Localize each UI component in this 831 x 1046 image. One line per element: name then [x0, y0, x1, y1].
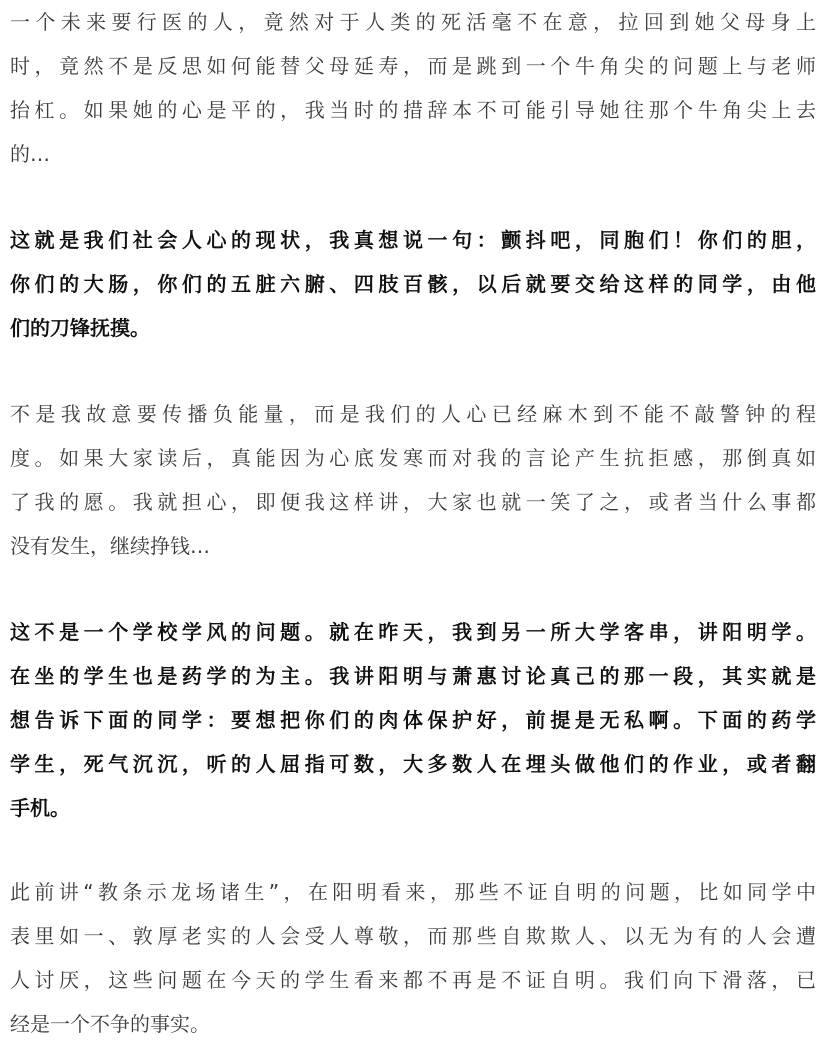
paragraph-gap — [10, 350, 816, 392]
text-line: 的… — [10, 142, 50, 166]
text-line: 不是我故意要传播负能量，而是我们的人心已经麻木到不能不敲警钟的程 — [10, 402, 816, 426]
paragraph-1 — [10, 0, 816, 176]
text-line: 这不是一个学校学风的问题。就在昨天，我到另一所大学客串，讲阳明学。 — [10, 620, 816, 644]
paragraph-4 — [10, 610, 816, 830]
article-body — [10, 0, 816, 1046]
text-line: 你们的大肠，你们的五脏六腑、四肢百骸，以后就要交给这样的同学，由他 — [10, 272, 816, 296]
paragraph-gap — [10, 568, 816, 610]
text-line: 们的刀锋抚摸。 — [10, 316, 150, 340]
text-line: 表里如一、敦厚老实的人会受人尊敬，而那些自欺欺人、以无为有的人会遭 — [10, 924, 816, 948]
text-line: 没有发生，继续挣钱… — [10, 534, 210, 558]
paragraph-5 — [10, 870, 816, 1046]
paragraph-3 — [10, 392, 816, 568]
text-line: 人讨厌，这些问题在今天的学生看来都不再是不证自明。我们向下滑落，已 — [10, 968, 816, 992]
text-line: 在坐的学生也是药学的为主。我讲阳明与萧惠讨论真己的那一段，其实就是 — [10, 664, 816, 688]
text-line: 此前讲“教条示龙场诸生”，在阳明看来，那些不证自明的问题，比如同学中 — [10, 880, 816, 904]
text-line: 时，竟然不是反思如何能替父母延寿，而是跳到一个牛角尖的问题上与老师 — [10, 54, 816, 78]
paragraph-2 — [10, 218, 816, 350]
text-line: 抬杠。如果她的心是平的，我当时的措辞本不可能引导她往那个牛角尖上去 — [10, 98, 816, 122]
text-line: 了我的愿。我就担心，即便我这样讲，大家也就一笑了之，或者当什么事都 — [10, 490, 816, 514]
text-line: 度。如果大家读后，真能因为心底发寒而对我的言论产生抗拒感，那倒真如 — [10, 446, 816, 470]
paragraph-gap — [10, 176, 816, 218]
text-line: 经是一个不争的事实。 — [10, 1012, 210, 1036]
text-line: 学生，死气沉沉，听的人屈指可数，大多数人在埋头做他们的作业，或者翻 — [10, 752, 816, 776]
text-line: 这就是我们社会人心的现状，我真想说一句：颤抖吧，同胞们！你们的胆， — [10, 228, 816, 252]
text-line: 手机。 — [10, 796, 70, 820]
paragraph-gap — [10, 830, 816, 870]
text-line: 一个未来要行医的人，竟然对于人类的死活毫不在意，拉回到她父母身上 — [10, 10, 816, 34]
text-line: 想告诉下面的同学：要想把你们的肉体保护好，前提是无私啊。下面的药学 — [10, 708, 816, 732]
